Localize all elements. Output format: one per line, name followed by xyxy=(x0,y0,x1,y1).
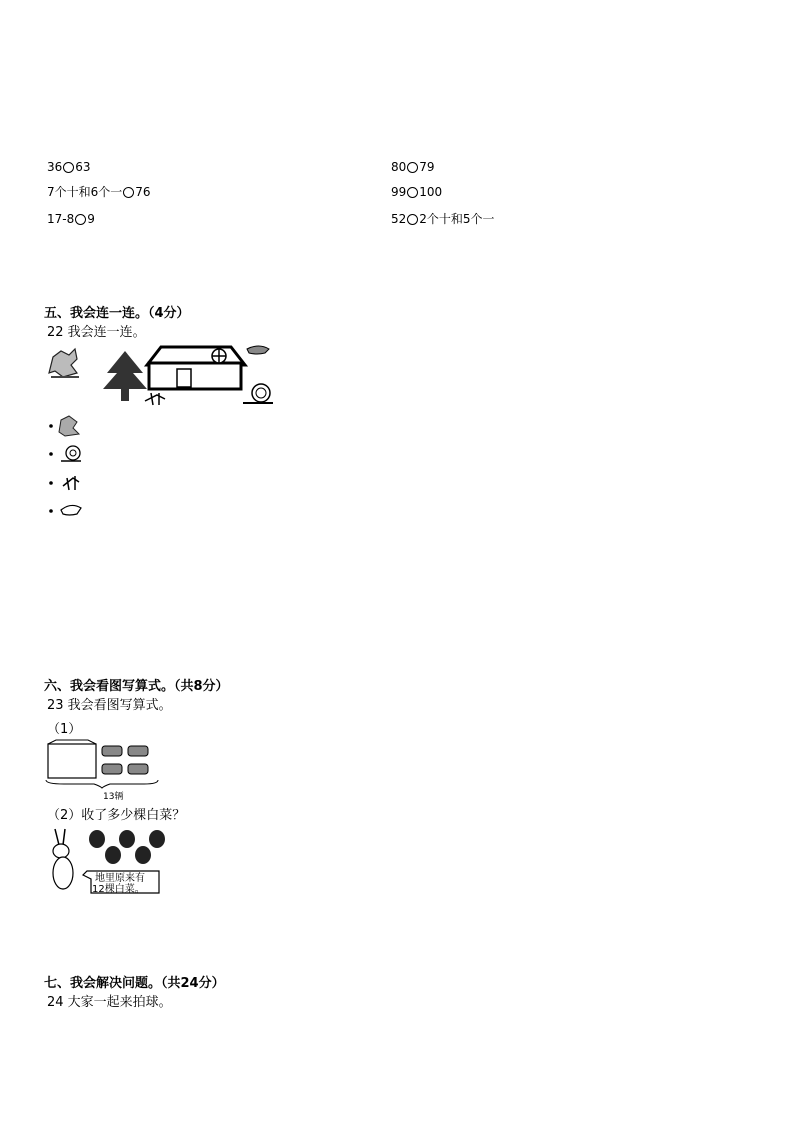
cabbages xyxy=(89,830,165,864)
section-heading: 七、我会解决问题。（共24分） xyxy=(44,976,225,991)
sub-question-label: （2）收了多少棵白菜？ xyxy=(47,808,186,823)
animal-figure xyxy=(49,349,79,377)
compare-item: 80 79 xyxy=(391,160,435,174)
sub-question-label: （1） xyxy=(47,722,82,737)
animal-icon[interactable] xyxy=(47,414,87,438)
section-heading: 五、我会连一连。（4分） xyxy=(44,306,190,321)
bird-icon[interactable] xyxy=(47,500,87,522)
rabbit xyxy=(53,829,73,889)
blank-circle[interactable] xyxy=(75,214,86,225)
blank-circle[interactable] xyxy=(123,187,134,198)
total-label: 13辆 xyxy=(103,792,124,802)
question-text: 24 大家一起来拍球。 xyxy=(47,995,172,1010)
compare-item: 99 100 xyxy=(391,185,443,199)
snail xyxy=(243,384,273,403)
compare-item: 36 63 xyxy=(47,160,91,174)
ant xyxy=(145,393,165,405)
compare-item: 17-8 9 xyxy=(47,212,95,226)
blank-circle[interactable] xyxy=(63,162,74,173)
compare-item: 7个十和6个一 76 xyxy=(47,185,151,199)
car-box-illustration xyxy=(44,740,162,796)
tree xyxy=(103,351,147,401)
question-text: 22 我会连一连。 xyxy=(47,325,146,340)
ant-icon[interactable] xyxy=(47,472,87,494)
blank-circle[interactable] xyxy=(407,162,418,173)
house xyxy=(147,347,245,389)
bubble-text-line: 地里原来有 xyxy=(95,873,145,884)
blank-circle[interactable] xyxy=(407,187,418,198)
section-heading: 六、我会看图写算式。（共8分） xyxy=(44,679,229,694)
question-text: 23 我会看图写算式。 xyxy=(47,698,172,713)
house-scene-illustration xyxy=(47,343,279,409)
compare-item: 52 2个十和5个一 xyxy=(391,212,495,226)
bubble-text-line: 12棵白菜。 xyxy=(92,884,145,895)
blank-circle[interactable] xyxy=(407,214,418,225)
bird xyxy=(247,346,269,354)
snail-icon[interactable] xyxy=(47,443,87,465)
